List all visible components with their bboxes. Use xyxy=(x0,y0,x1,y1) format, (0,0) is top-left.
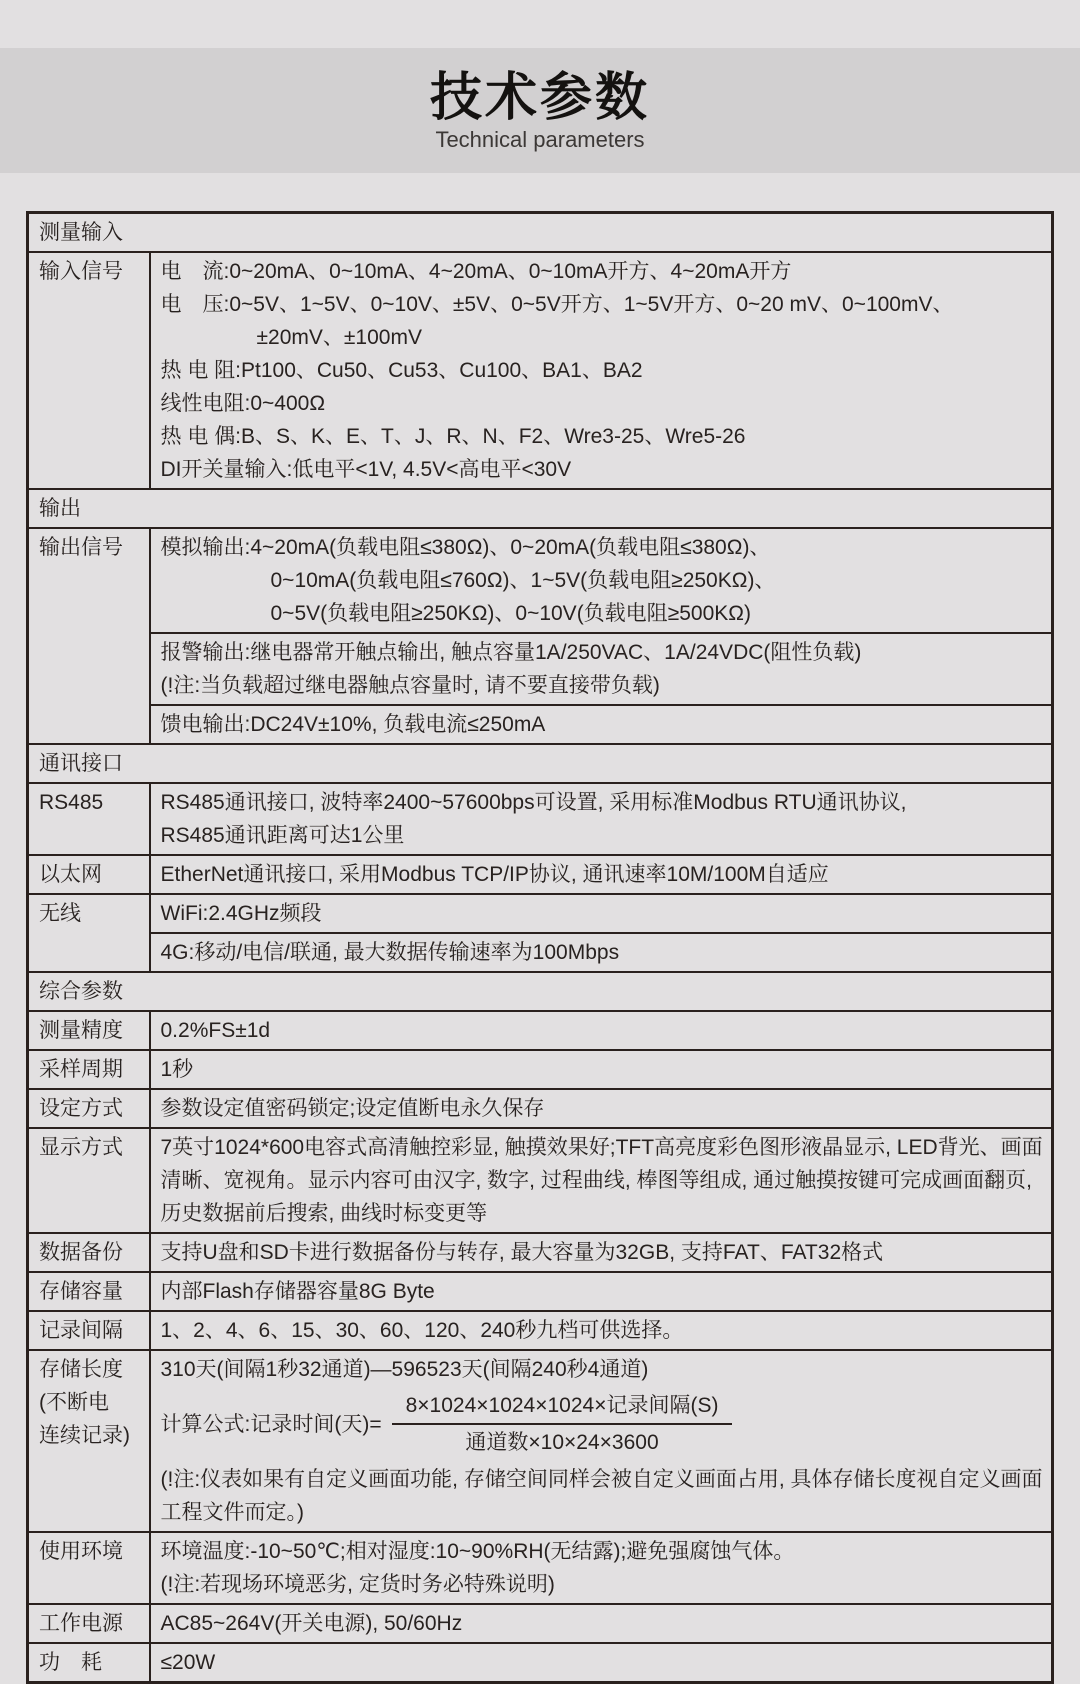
row-value-input-signal xyxy=(150,252,1053,489)
row-value-capacity: 内部Flash存储器容量8G Byte xyxy=(150,1272,1053,1311)
formula-numerator: 8×1024×1024×1024×记录间隔(S) xyxy=(392,1389,733,1425)
row-output-signal-alarm xyxy=(28,633,1053,705)
row-sampling xyxy=(28,1050,1053,1089)
row-value-feed-output: 馈电输出:DC24V±10%, 负载电流≤250mA xyxy=(150,705,1053,744)
row-value-display: 7英寸1024*600电容式高清触控彩显, 触摸效果好;TFT高亮度彩色图形液晶显示, LED背光、画面清晰、宽视角。显示内容可由汉字, 数字, 过程曲线, 棒图等组成, 通过触摸按键可完成画面翻页, 历史数据前后搜索, 曲线时标变更等 xyxy=(150,1128,1053,1233)
row-setting xyxy=(28,1089,1053,1128)
row-rs485 xyxy=(28,783,1053,855)
row-value-alarm-output xyxy=(150,633,1053,705)
storage-label-line-1: 存储长度 xyxy=(39,1358,123,1381)
storage-formula xyxy=(161,1389,1044,1459)
spec-line-current: 电 流:0~20mA、0~10mA、4~20mA、0~10mA开方、4~20mA开方 xyxy=(160,260,792,283)
section-row-comm xyxy=(28,744,1053,783)
page-subtitle: Technical parameters xyxy=(435,126,645,152)
formula-denominator: 通道数×10×24×3600 xyxy=(465,1431,659,1454)
row-value-4g: 4G:移动/电信/联通, 最大数据传输速率为100Mbps xyxy=(150,933,1053,972)
row-value-analog-output xyxy=(150,528,1053,633)
row-label-display: 显示方式 xyxy=(28,1128,150,1233)
section-title-output: 输出 xyxy=(28,489,1053,528)
row-wireless-wifi xyxy=(28,894,1053,933)
spec-line-rtd: 热 电 阻:Pt100、Cu50、Cu53、Cu100、BA1、BA2 xyxy=(160,359,643,382)
spec-line-environment-2: (!注:若现场环境恶劣, 定货时务必特殊说明) xyxy=(160,1573,555,1596)
spec-line-environment-1: 环境温度:-10~50℃;相对湿度:10~90%RH(无结露);避免强腐蚀气体。 xyxy=(160,1540,795,1563)
row-value-environment xyxy=(150,1532,1053,1604)
spec-line-rs485-1: RS485通讯接口, 波特率2400~57600bps可设置, 采用标准Modbus RTU通讯协议, xyxy=(160,791,907,814)
row-label-output-signal: 输出信号 xyxy=(28,528,150,744)
row-label-backup: 数据备份 xyxy=(28,1233,150,1272)
row-label-storage-length xyxy=(28,1350,150,1532)
row-storage-length xyxy=(28,1350,1053,1532)
section-row-output xyxy=(28,489,1053,528)
row-value-power: AC85~264V(开关电源), 50/60Hz xyxy=(150,1604,1053,1643)
row-value-consumption: ≤20W xyxy=(150,1643,1053,1683)
row-interval xyxy=(28,1311,1053,1350)
spec-line-thermocouple: 热 电 偶:B、S、K、E、T、J、R、N、F2、Wre3-25、Wre5-26 xyxy=(160,425,746,448)
spec-line-analog-3: 0~5V(负载电阻≥250KΩ)、0~10V(负载电阻≥500KΩ) xyxy=(270,602,751,625)
section-title-measure-input: 测量输入 xyxy=(28,213,1053,253)
row-power xyxy=(28,1604,1053,1643)
storage-label-line-2: (不断电 xyxy=(39,1391,109,1414)
row-value-wifi: WiFi:2.4GHz频段 xyxy=(150,894,1053,933)
row-backup xyxy=(28,1233,1053,1272)
section-title-comm: 通讯接口 xyxy=(28,744,1053,783)
spec-line-storage-note: (!注:仪表如果有自定义画面功能, 存储空间同样会被自定义画面占用, 具体存储长度视自定义画面工程文件而定。) xyxy=(160,1468,1043,1524)
formula-prefix: 计算公式:记录时间(天)= xyxy=(160,1412,382,1436)
row-output-signal-analog xyxy=(28,528,1053,633)
spec-line-analog-2: 0~10mA(负载电阻≤760Ω)、1~5V(负载电阻≥250KΩ)、 xyxy=(270,569,776,592)
row-value-accuracy: 0.2%FS±1d xyxy=(150,1011,1053,1050)
spec-line-storage-range: 310天(间隔1秒32通道)—596523天(间隔240秒4通道) xyxy=(160,1358,649,1381)
spec-line-rs485-2: RS485通讯距离可达1公里 xyxy=(160,824,405,847)
row-label-input-signal: 输入信号 xyxy=(28,252,150,489)
spec-line-voltage-1: 电 压:0~5V、1~5V、0~10V、±5V、0~5V开方、1~5V开方、0~20 mV、0~100mV、 xyxy=(160,293,954,316)
row-value-backup: 支持U盘和SD卡进行数据备份与转存, 最大容量为32GB, 支持FAT、FAT32格式 xyxy=(150,1233,1053,1272)
row-input-signal xyxy=(28,252,1053,489)
formula-fraction xyxy=(392,1389,733,1459)
spec-line-di: DI开关量输入:低电平<1V, 4.5V<高电平<30V xyxy=(160,458,572,481)
row-label-wireless: 无线 xyxy=(28,894,150,972)
row-label-rs485: RS485 xyxy=(28,783,150,855)
row-consumption xyxy=(28,1643,1053,1683)
spec-line-alarm-1: 报警输出:继电器常开触点输出, 触点容量1A/250VAC、1A/24VDC(阻性负载) xyxy=(160,641,862,664)
row-capacity xyxy=(28,1272,1053,1311)
row-label-sampling: 采样周期 xyxy=(28,1050,150,1089)
row-label-interval: 记录间隔 xyxy=(28,1311,150,1350)
row-label-power: 工作电源 xyxy=(28,1604,150,1643)
row-value-storage-length xyxy=(150,1350,1053,1532)
row-label-consumption: 功 耗 xyxy=(28,1643,150,1683)
row-label-setting: 设定方式 xyxy=(28,1089,150,1128)
row-wireless-4g xyxy=(28,933,1053,972)
spec-line-linear-resistance: 线性电阻:0~400Ω xyxy=(160,392,326,415)
section-row-general xyxy=(28,972,1053,1011)
row-ethernet xyxy=(28,855,1053,894)
row-value-ethernet: EtherNet通讯接口, 采用Modbus TCP/IP协议, 通讯速率10M/100M自适应 xyxy=(150,855,1053,894)
spec-line-analog-1: 模拟输出:4~20mA(负载电阻≤380Ω)、0~20mA(负载电阻≤380Ω)、 xyxy=(160,536,771,559)
spec-table xyxy=(26,211,1054,1684)
spec-line-alarm-2: (!注:当负载超过继电器触点容量时, 请不要直接带负载) xyxy=(160,674,660,697)
row-display xyxy=(28,1128,1053,1233)
storage-label-line-3: 连续记录) xyxy=(39,1424,130,1447)
section-row-measure-input xyxy=(28,213,1053,253)
row-environment xyxy=(28,1532,1053,1604)
row-value-interval: 1、2、4、6、15、30、60、120、240秒九档可供选择。 xyxy=(150,1311,1053,1350)
section-title-general: 综合参数 xyxy=(28,972,1053,1011)
row-value-setting: 参数设定值密码锁定;设定值断电永久保存 xyxy=(150,1089,1053,1128)
row-value-rs485 xyxy=(150,783,1053,855)
spec-line-voltage-2: ±20mV、±100mV xyxy=(256,326,422,349)
page-title: 技术参数 xyxy=(429,68,650,127)
row-accuracy xyxy=(28,1011,1053,1050)
row-value-sampling: 1秒 xyxy=(150,1050,1053,1089)
row-output-signal-feed xyxy=(28,705,1053,744)
row-label-environment: 使用环境 xyxy=(28,1532,150,1604)
title-banner xyxy=(0,48,1080,173)
row-label-ethernet: 以太网 xyxy=(28,855,150,894)
row-label-capacity: 存储容量 xyxy=(28,1272,150,1311)
row-label-accuracy: 测量精度 xyxy=(28,1011,150,1050)
